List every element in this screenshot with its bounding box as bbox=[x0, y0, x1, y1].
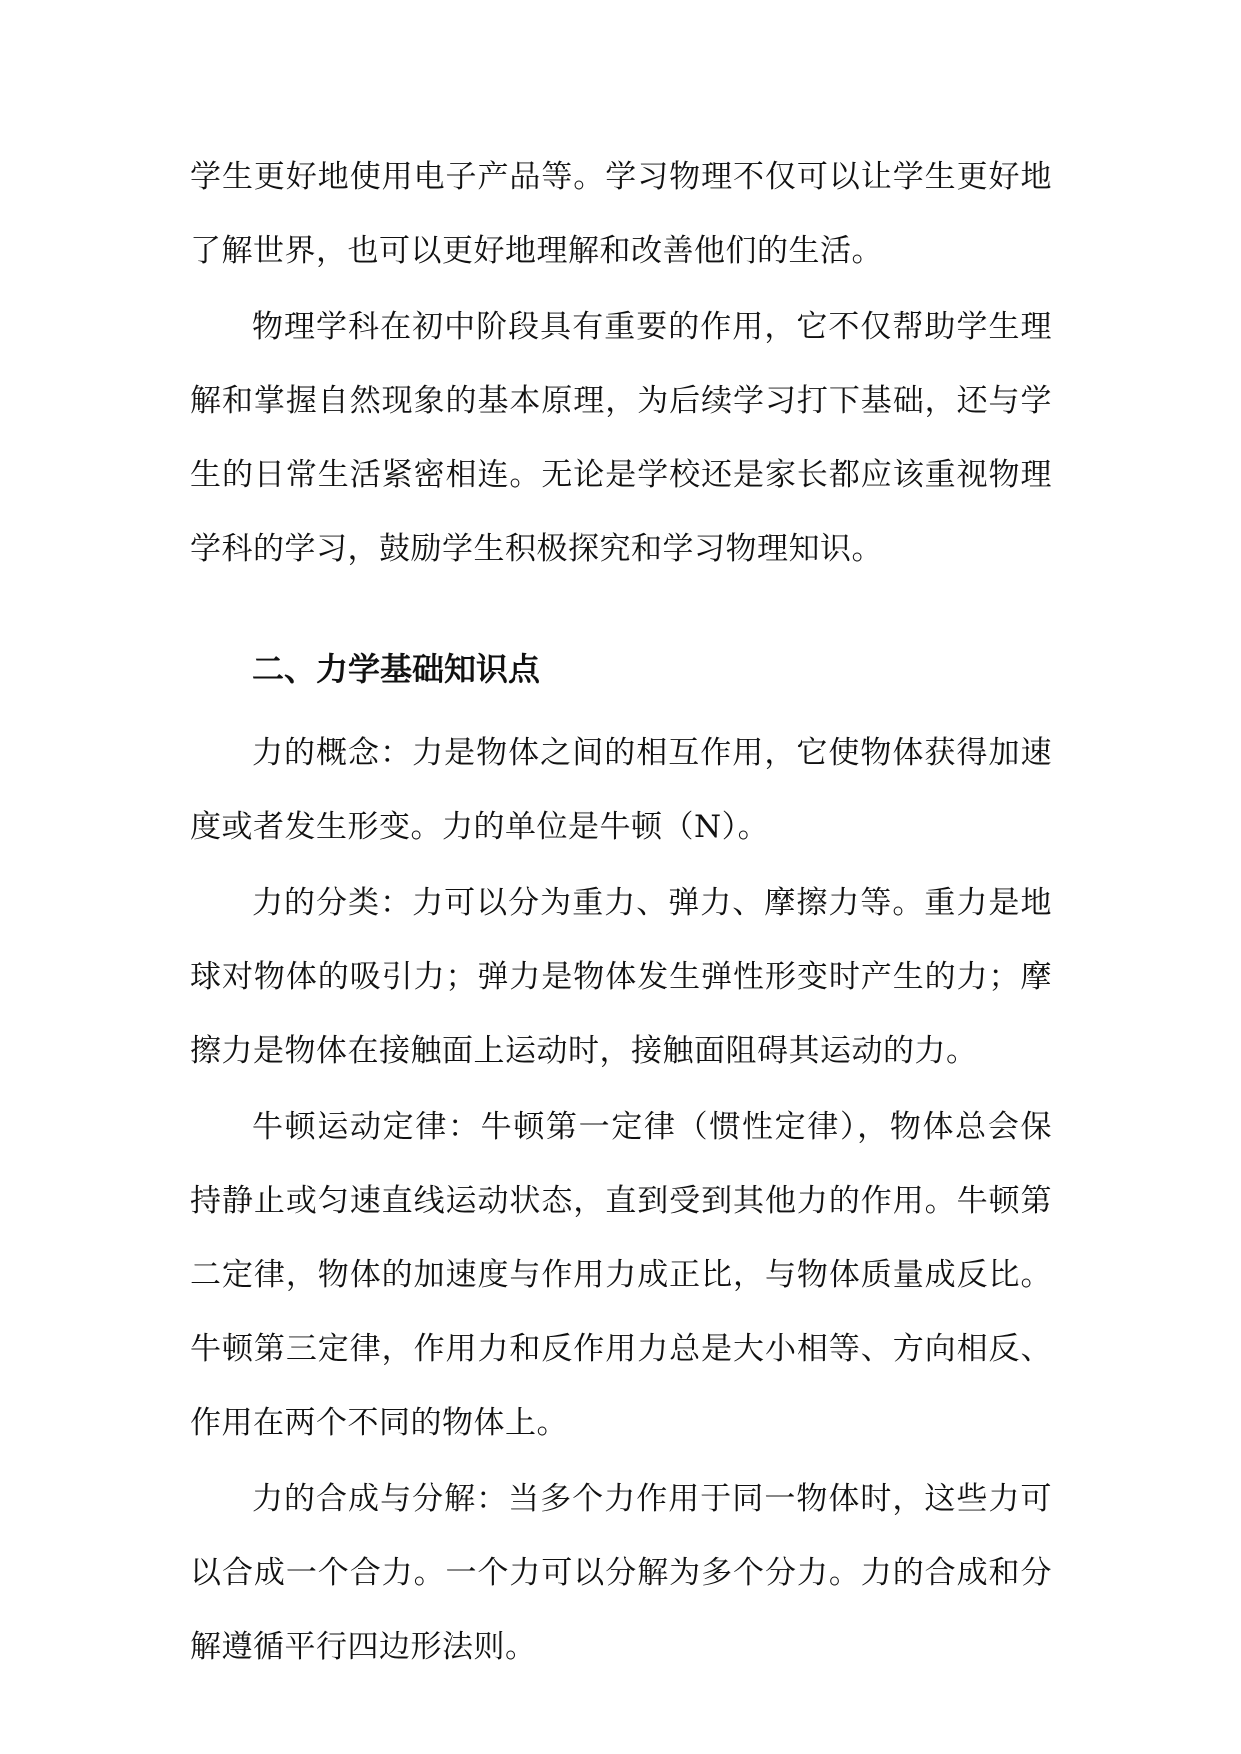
document-page bbox=[190, 140, 1052, 1684]
paragraph-force-classification: 力的分类：力可以分为重力、弹力、摩擦力等。重力是地球对物体的吸引力；弹力是物体发生弹性形变时产生的力；摩擦力是物体在接触面上运动时，接触面阻碍其运动的力。 bbox=[190, 885, 1052, 1069]
paragraph-physics-importance: 物理学科在初中阶段具有重要的作用，它不仅帮助学生理解和掌握自然现象的基本原理，为后续学习打下基础，还与学生的日常生活紧密相连。无论是学校还是家长都应该重视物理学科的学习，鼓励学生积极探究和学习物理知识。 bbox=[190, 309, 1052, 567]
paragraph-newton-laws: 牛顿运动定律：牛顿第一定律（惯性定律），物体总会保持静止或匀速直线运动状态，直到受到其他力的作用。牛顿第二定律，物体的加速度与作用力成正比，与物体质量成反比。牛顿第三定律，作用力和反作用力总是大小相等、方向相反、作用在两个不同的物体上。 bbox=[190, 1109, 1052, 1441]
paragraph-continuation: 学生更好地使用电子产品等。学习物理不仅可以让学生更好地了解世界，也可以更好地理解和改善他们的生活。 bbox=[190, 159, 1052, 269]
paragraph-force-composition: 力的合成与分解：当多个力作用于同一物体时，这些力可以合成一个合力。一个力可以分解为多个分力。力的合成和分解遵循平行四边形法则。 bbox=[190, 1481, 1052, 1665]
paragraph-force-concept: 力的概念：力是物体之间的相互作用，它使物体获得加速度或者发生形变。力的单位是牛顿（N）。 bbox=[190, 735, 1052, 845]
section-heading: 二、力学基础知识点 bbox=[252, 650, 541, 688]
